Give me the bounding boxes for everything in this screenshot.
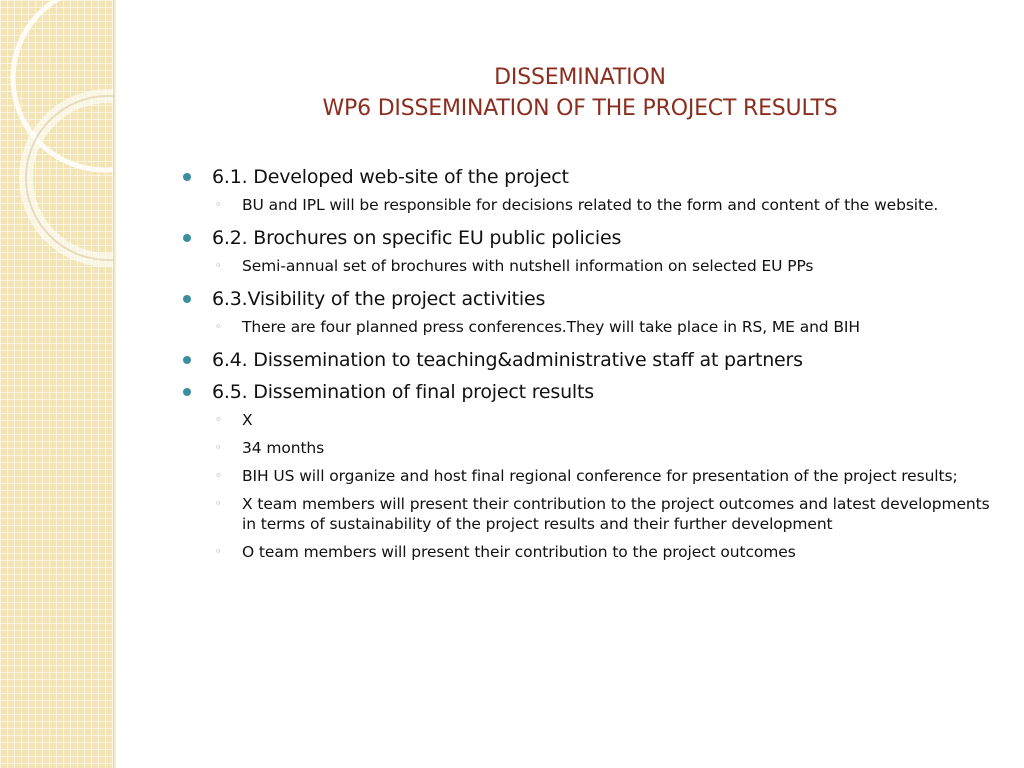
bullet-dot-icon [183, 173, 191, 181]
list-item-text: 6.3.Visibility of the project activities [212, 288, 546, 310]
title-line-2: WP6 DISSEMINATION OF THE PROJECT RESULTS [322, 96, 838, 121]
sub-list-item-text: 34 months [242, 439, 325, 457]
sub-list-item-text: BU and IPL will be responsible for decisions related to the form and content of the website. [242, 196, 939, 214]
sub-list-item-text: There are four planned press conferences.They will take place in RS, ME and BIH [242, 318, 860, 336]
list-item-text: 6.4. Dissemination to teaching&administrative staff at partners [212, 349, 803, 371]
list-item [183, 164, 993, 190]
hollow-bullet-icon: ◦ [215, 198, 222, 211]
bullet-dot-icon [183, 234, 191, 242]
hollow-bullet-icon: ◦ [215, 320, 222, 333]
bullet-dot-icon [183, 356, 191, 364]
sub-list-item [183, 542, 993, 562]
hollow-bullet-icon: ◦ [215, 413, 222, 426]
hollow-bullet-icon: ◦ [215, 545, 222, 558]
bullet-dot-icon [183, 388, 191, 396]
sub-list-item [183, 438, 993, 458]
hollow-bullet-icon: ◦ [215, 469, 222, 482]
sub-list-item-text: Semi-annual set of brochures with nutshell information on selected EU PPs [242, 257, 814, 275]
list-item [183, 286, 993, 312]
sub-list-item-text: BIH US will organize and host final regional conference for presentation of the project results; [242, 467, 958, 485]
slide-title [180, 62, 980, 124]
side-panel-edge [113, 0, 116, 768]
sub-list-item [183, 466, 993, 486]
list-item [183, 347, 993, 373]
decorative-circles-graphic [0, 0, 113, 768]
sub-list-item-text: O team members will present their contribution to the project outcomes [242, 543, 796, 561]
bullet-dot-icon [183, 295, 191, 303]
title-line-1: DISSEMINATION [494, 65, 666, 90]
sub-list-item [183, 410, 993, 430]
sub-list-item [183, 256, 993, 276]
hollow-bullet-icon: ◦ [215, 497, 222, 510]
sub-list-item-text: X team members will present their contribution to the project outcomes and latest developments in terms of sustainability of the project results and their further development [242, 495, 990, 533]
list-item [183, 379, 993, 405]
list-item [183, 225, 993, 251]
sub-list-item-text: X [242, 411, 253, 429]
sub-list-item [183, 317, 993, 337]
list-item-text: 6.5. Dissemination of final project results [212, 381, 594, 403]
list-item-text: 6.2. Brochures on specific EU public policies [212, 227, 622, 249]
sub-list-item [183, 494, 993, 534]
bullet-list [183, 164, 993, 562]
list-item-text: 6.1. Developed web-site of the project [212, 166, 569, 188]
sub-list-item [183, 195, 993, 215]
hollow-bullet-icon: ◦ [215, 441, 222, 454]
decorative-side-panel [0, 0, 113, 768]
hollow-bullet-icon: ◦ [215, 259, 222, 272]
